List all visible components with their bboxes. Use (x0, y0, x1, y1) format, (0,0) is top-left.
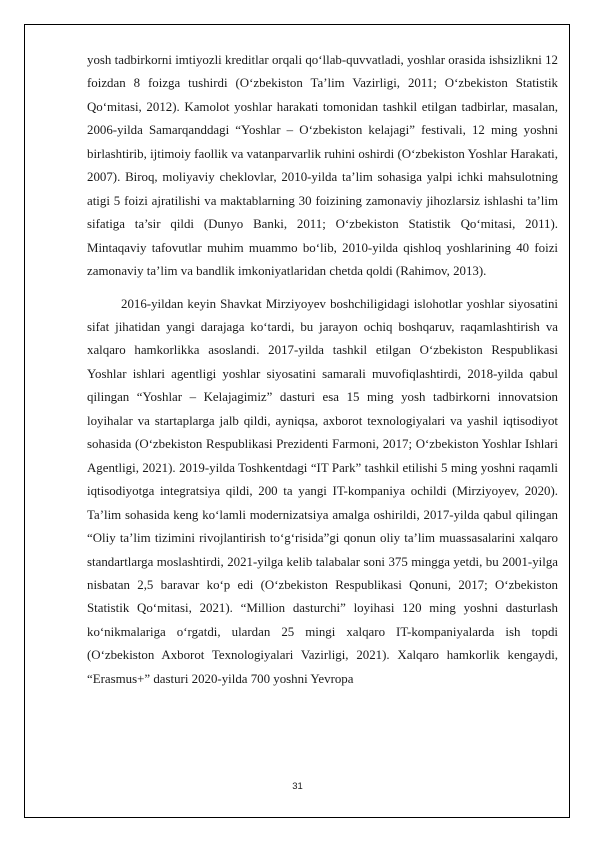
paragraph-1: yosh tadbirkorni imtiyozli kreditlar orqali qo‘llab-quvvatladi, yoshlar orasida ishsizlikni 12 foizdan 8 foizga tushirdi (O‘zbekiston Ta’lim Vazirligi, 2011; O‘zbekiston Statistik Qo‘mitasi, 2012). Kamolot yoshlar harakati tomonidan tashkil etilgan tadbirlar, masalan, 2006-yilda Samarqanddagi “Yoshlar – O‘zbekiston kelajagi” festivali, 12 ming yoshni birlashtirib, ijtimoiy faollik va vatanparvarlik ruhini oshirdi (O‘zbekiston Yoshlar Harakati, 2007). Biroq, moliyaviy cheklovlar, 2010-yilda ta’lim sohasiga yalpi ichki mahsulotning atigi 5 foizi ajratilishi va maktablarning 30 foizining zamonaviy jihozlarsiz ishlashi ta’lim sifatiga ta’sir qildi (Dunyo Banki, 2011; O‘zbekiston Statistik Qo‘mitasi, 2011). Mintaqaviy tafovutlar muhim muammo bo‘lib, 2010-yilda qishloq yoshlarining 40 foizi zamonaviy ta’lim va bandlik imkoniyatlaridan chetda qoldi (Rahimov, 2013). (87, 53, 558, 279)
paragraph-2: 2016-yildan keyin Shavkat Mirziyoyev boshchiligidagi islohotlar yoshlar siyosatini sifat jihatidan yangi darajaga ko‘tardi, bu jarayon ochiq boshqaruv, raqamlashtirish va xalqaro hamkorlikka asoslandi. 2017-yilda tashkil etilgan O‘zbekiston Respublikasi Yoshlar ishlari agentligi yoshlar siyosatini samarali muvofiqlashtirdi, 2018-yilda qabul qilingan “Yoshlar – Kelajagimiz” dasturi esa 15 ming yosh tadbirkorni innovatsion loyihalar va startaplarga jalb qildi, ayniqsa, axborot texnologiyalari va yashil iqtisodiyot sohasida (O‘zbekiston Respublikasi Prezidenti Farmoni, 2017; O‘zbekiston Yoshlar Ishlari Agentligi, 2021). 2019-yilda Toshkentdagi “IT Park” tashkil etilishi 5 ming yoshni raqamli iqtisodiyotga integratsiya qildi, 200 ta yangi IT-kompaniya ochildi (Mirziyoyev, 2020). Ta’lim sohasida keng ko‘lamli modernizatsiya amalga oshirildi, 2017-yilda qabul qilingan “Oliy ta’lim tizimini rivojlantirish to‘g‘risida”gi qonun oliy ta’lim muassasalarini xalqaro standartlarga moslashtirdi, 2021-yilga kelib talabalar soni 375 mingga yetdi, bu 2001-yilga nisbatan 2,5 baravar ko‘p edi (O‘zbekiston Respublikasi Qonuni, 2017; O‘zbekiston Statistik Qo‘mitasi, 2021). “Million dasturchi” loyihasi 120 ming yoshni dasturlash ko‘nikmalariga o‘rgatdi, ulardan 25 mingi xalqaro IT-kompaniyalarda ish topdi (O‘zbekiston Axborot Texnologiyalari Vazirligi, 2021). Xalqaro hamkorlik kengaydi, “Erasmus+” dasturi 2020-yilda 700 yoshni Yevropa (87, 296, 558, 686)
body-text (87, 49, 558, 691)
page-number: 31 (292, 781, 303, 792)
